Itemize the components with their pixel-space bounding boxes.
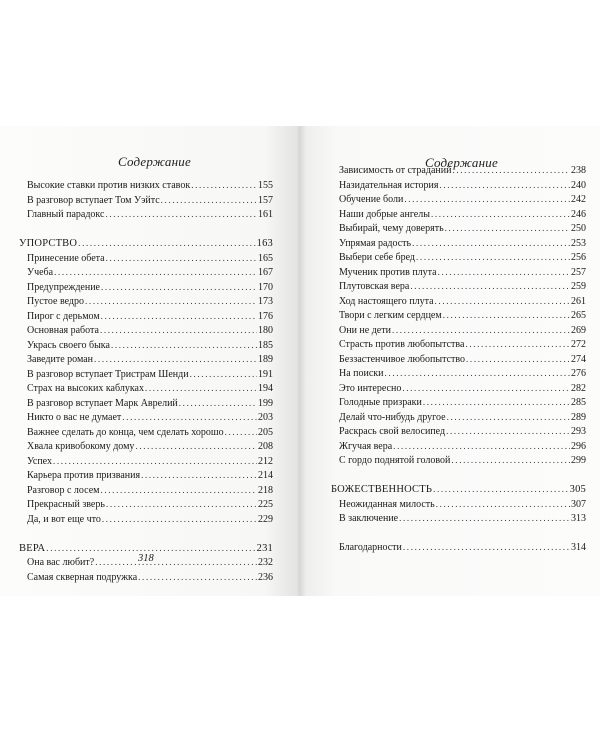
entry-title: Неожиданная милость <box>339 498 435 510</box>
entry-page-number: 307 <box>571 498 586 510</box>
toc-entry <box>19 497 273 512</box>
entry-title: Да, и вот еще что <box>27 513 101 525</box>
entry-title: Благодарности <box>339 542 402 553</box>
dot-leader <box>106 497 257 512</box>
toc-entry <box>331 366 586 381</box>
toc-entry <box>331 178 586 193</box>
dot-leader <box>101 309 257 324</box>
running-head: Содержание <box>425 155 498 170</box>
dot-leader <box>53 454 257 469</box>
entry-page-number: 285 <box>571 397 586 408</box>
entry-title: ВЕРА <box>19 542 46 554</box>
entry-page-number: 314 <box>571 542 586 553</box>
dot-leader <box>402 381 570 396</box>
entry-title: Ход настоящего плута <box>339 295 434 307</box>
entry-page-number: 274 <box>571 353 586 365</box>
entry-title: Беззастенчивое любопытство <box>339 353 466 365</box>
entry-title: В разговор вступает Тристрам Шенди <box>27 368 189 380</box>
entry-page-number: 165 <box>258 252 273 264</box>
toc-entry <box>19 381 273 396</box>
entry-page-number: 157 <box>258 194 273 206</box>
dot-leader <box>122 410 257 425</box>
entry-title: Выбирай, чему доверять <box>339 223 444 234</box>
toc-section-heading <box>19 236 273 251</box>
entry-page-number: 218 <box>258 484 273 496</box>
toc-list <box>331 163 586 555</box>
entry-title: Делай что-нибудь другое <box>339 411 446 423</box>
entry-title: Хвала кривобокому дому <box>27 441 135 452</box>
dot-leader <box>191 178 257 193</box>
toc-entry <box>331 279 586 294</box>
entry-title: Самая скверная подружка <box>27 571 138 583</box>
entry-title: Высокие ставки против низких ставок <box>27 180 191 191</box>
section-spacer <box>331 526 586 541</box>
entry-page-number: 240 <box>571 179 586 191</box>
entry-page-number: 185 <box>258 339 273 351</box>
entry-title: Она вас любит? <box>27 557 95 568</box>
entry-title: Голодные призраки <box>339 397 422 408</box>
toc-entry <box>331 250 586 265</box>
dot-leader <box>465 337 570 352</box>
dot-leader <box>412 236 570 251</box>
section-spacer <box>331 468 586 483</box>
toc-entry <box>19 294 273 309</box>
toc-entry <box>19 352 273 367</box>
toc-entry <box>19 251 273 266</box>
dot-leader <box>403 540 570 555</box>
toc-section-heading <box>331 482 586 497</box>
toc-entry <box>331 163 586 178</box>
toc-entry <box>19 193 273 208</box>
entry-page-number: 257 <box>571 266 586 278</box>
toc-entry <box>331 192 586 207</box>
entry-page-number: 256 <box>571 252 586 263</box>
toc-entry <box>19 396 273 411</box>
entry-title: В заключение <box>339 513 399 524</box>
entry-title: На поиски <box>339 368 384 379</box>
dot-leader <box>443 308 570 323</box>
entry-title: Пустое ведро <box>27 296 85 307</box>
entry-page-number: 250 <box>571 223 586 234</box>
entry-title: Страх на высоких каблуках <box>27 383 144 394</box>
entry-page-number: 276 <box>571 368 586 379</box>
entry-page-number: 296 <box>571 440 586 452</box>
entry-page-number: 191 <box>258 368 273 380</box>
entry-page-number: 231 <box>256 542 273 554</box>
toc-entry <box>19 570 273 585</box>
entry-title: Принесение обета <box>27 252 105 264</box>
entry-page-number: 299 <box>571 455 586 466</box>
entry-title: Упрямая радость <box>339 237 412 249</box>
dot-leader <box>225 425 257 440</box>
right-page <box>300 126 600 596</box>
toc-entry <box>19 410 273 425</box>
entry-page-number: 208 <box>258 441 273 452</box>
entry-page-number: 161 <box>258 209 273 220</box>
toc-entry <box>19 265 273 280</box>
entry-page-number: 282 <box>571 382 586 394</box>
dot-leader <box>190 367 257 382</box>
entry-page-number: 313 <box>571 513 586 524</box>
toc-entry <box>331 236 586 251</box>
dot-leader <box>451 453 570 468</box>
entry-title: Успех <box>27 455 52 467</box>
toc-entry <box>331 497 586 512</box>
entry-page-number: 173 <box>258 296 273 307</box>
dot-leader <box>135 439 257 454</box>
left-page <box>0 126 300 596</box>
entry-page-number: 265 <box>571 310 586 321</box>
entry-page-number: 194 <box>258 383 273 394</box>
entry-title: Учеба <box>27 267 54 278</box>
dot-leader <box>436 497 570 512</box>
toc-entry <box>19 323 273 338</box>
toc-entry <box>19 178 273 193</box>
dot-leader <box>179 396 257 411</box>
entry-page-number: 170 <box>258 281 273 293</box>
toc-entry <box>331 381 586 396</box>
dot-leader <box>446 424 570 439</box>
entry-page-number: 293 <box>571 426 586 437</box>
entry-title: Укрась своего быка <box>27 339 110 351</box>
toc-entry <box>331 207 586 222</box>
entry-title: В разговор вступает Марк Аврелий <box>27 397 178 409</box>
entry-title: Обучение боли <box>339 194 404 205</box>
entry-title: Основная работа <box>27 325 99 336</box>
toc-entry <box>331 323 586 338</box>
entry-page-number: 155 <box>258 180 273 191</box>
dot-leader <box>105 207 257 222</box>
entry-title: Жгучая вера <box>339 440 393 452</box>
entry-page-number: 203 <box>258 412 273 423</box>
entry-title: В разговор вступает Том Уэйтс <box>27 194 160 206</box>
dot-leader <box>100 483 257 498</box>
entry-page-number: 238 <box>571 165 586 176</box>
entry-page-number: 246 <box>571 208 586 220</box>
dot-leader <box>445 221 570 236</box>
entry-page-number: 269 <box>571 324 586 336</box>
dot-leader <box>85 294 257 309</box>
entry-page-number: 214 <box>258 470 273 481</box>
dot-leader <box>466 352 570 367</box>
entry-title: Раскрась свой велосипед <box>339 426 446 437</box>
entry-page-number: 212 <box>258 455 273 467</box>
toc-entry <box>331 265 586 280</box>
dot-leader <box>435 294 570 309</box>
toc-entry <box>331 453 586 468</box>
toc-entry <box>19 207 273 222</box>
dot-leader <box>416 250 570 265</box>
entry-title: Страсть против любопытства <box>339 339 465 350</box>
dot-leader <box>410 279 570 294</box>
entry-title: Предупреждение <box>27 281 100 293</box>
entry-page-number: 261 <box>571 295 586 307</box>
toc-entry <box>331 395 586 410</box>
toc-entry <box>331 540 586 555</box>
toc-entry <box>331 308 586 323</box>
dot-leader <box>101 280 257 295</box>
entry-title: Пирог с дерьмом <box>27 310 100 322</box>
toc-entry <box>19 454 273 469</box>
entry-title: Выбери себе бред <box>339 252 416 263</box>
entry-page-number: 189 <box>258 354 273 365</box>
section-spacer <box>19 222 273 237</box>
toc-entry <box>331 424 586 439</box>
dot-leader <box>102 512 257 527</box>
toc-entry <box>331 352 586 367</box>
entry-page-number: 259 <box>571 281 586 292</box>
toc-entry <box>19 309 273 324</box>
dot-leader <box>452 163 570 178</box>
entry-page-number: 229 <box>258 513 273 525</box>
dot-leader <box>100 323 257 338</box>
entry-page-number: 305 <box>569 484 586 495</box>
dot-leader <box>447 410 570 425</box>
entry-title: УПОРСТВО <box>19 238 78 249</box>
entry-page-number: 205 <box>258 426 273 438</box>
dot-leader <box>78 236 255 251</box>
entry-title: Наши добрые ангелы <box>339 208 430 220</box>
toc-entry <box>19 338 273 353</box>
entry-title: Важнее сделать до конца, чем сделать хорошо <box>27 426 224 438</box>
dot-leader <box>106 251 257 266</box>
entry-page-number: 163 <box>256 238 273 249</box>
running-head: Содержание <box>118 154 191 169</box>
entry-page-number: 176 <box>258 310 273 322</box>
entry-title: Заведите роман <box>27 354 94 365</box>
entry-title: Зависимость от страданий <box>339 165 452 176</box>
entry-page-number: 167 <box>258 267 273 278</box>
dot-leader <box>145 381 257 396</box>
dot-leader <box>111 338 257 353</box>
entry-page-number: 199 <box>258 397 273 409</box>
toc-entry <box>19 483 273 498</box>
dot-leader <box>392 323 570 338</box>
entry-title: Они не дети <box>339 324 391 336</box>
toc-entry <box>19 425 273 440</box>
entry-page-number: 253 <box>571 237 586 249</box>
toc-list <box>19 178 273 584</box>
entry-title: Назидательная история <box>339 179 439 191</box>
entry-title: Главный парадокс <box>27 209 105 220</box>
toc-entry <box>331 294 586 309</box>
entry-title: Разговор с лосем <box>27 484 100 496</box>
entry-title: Карьера против призвания <box>27 470 141 481</box>
toc-entry <box>19 512 273 527</box>
entry-title: Плутовская вера <box>339 281 410 292</box>
section-spacer <box>19 526 273 541</box>
entry-title: Твори с легким сердцем <box>339 310 442 321</box>
entry-page-number: 289 <box>571 411 586 423</box>
dot-leader <box>161 193 257 208</box>
dot-leader <box>433 482 569 497</box>
dot-leader <box>54 265 257 280</box>
dot-leader <box>385 366 570 381</box>
dot-leader <box>423 395 570 410</box>
dot-leader <box>439 178 570 193</box>
book-spread <box>0 126 600 596</box>
toc-entry <box>331 511 586 526</box>
toc-entry <box>19 468 273 483</box>
entry-page-number: 272 <box>571 339 586 350</box>
dot-leader <box>399 511 570 526</box>
entry-title: Мученик против плута <box>339 266 437 278</box>
entry-title: Это интересно <box>339 382 402 394</box>
entry-page-number: 225 <box>258 499 273 510</box>
entry-page-number: 232 <box>258 557 273 568</box>
dot-leader <box>94 352 257 367</box>
dot-leader <box>404 192 570 207</box>
entry-page-number: 180 <box>258 325 273 336</box>
entry-title: Прекрасный зверь <box>27 499 105 510</box>
toc-entry <box>19 280 273 295</box>
toc-entry <box>331 221 586 236</box>
entry-page-number: 236 <box>258 571 273 583</box>
entry-title: С гордо поднятой головой <box>339 455 451 466</box>
toc-entry <box>331 439 586 454</box>
toc-entry <box>19 439 273 454</box>
dot-leader <box>438 265 570 280</box>
dot-leader <box>431 207 570 222</box>
entry-page-number: 242 <box>571 194 586 205</box>
dot-leader <box>95 555 257 570</box>
dot-leader <box>393 439 570 454</box>
entry-title: БОЖЕСТВЕННОСТЬ <box>331 484 433 495</box>
dot-leader <box>141 468 257 483</box>
page-number: 318 <box>138 553 154 564</box>
toc-entry <box>331 337 586 352</box>
toc-entry <box>331 410 586 425</box>
dot-leader <box>138 570 257 585</box>
toc-entry <box>19 367 273 382</box>
entry-title: Никто о вас не думает <box>27 412 122 423</box>
